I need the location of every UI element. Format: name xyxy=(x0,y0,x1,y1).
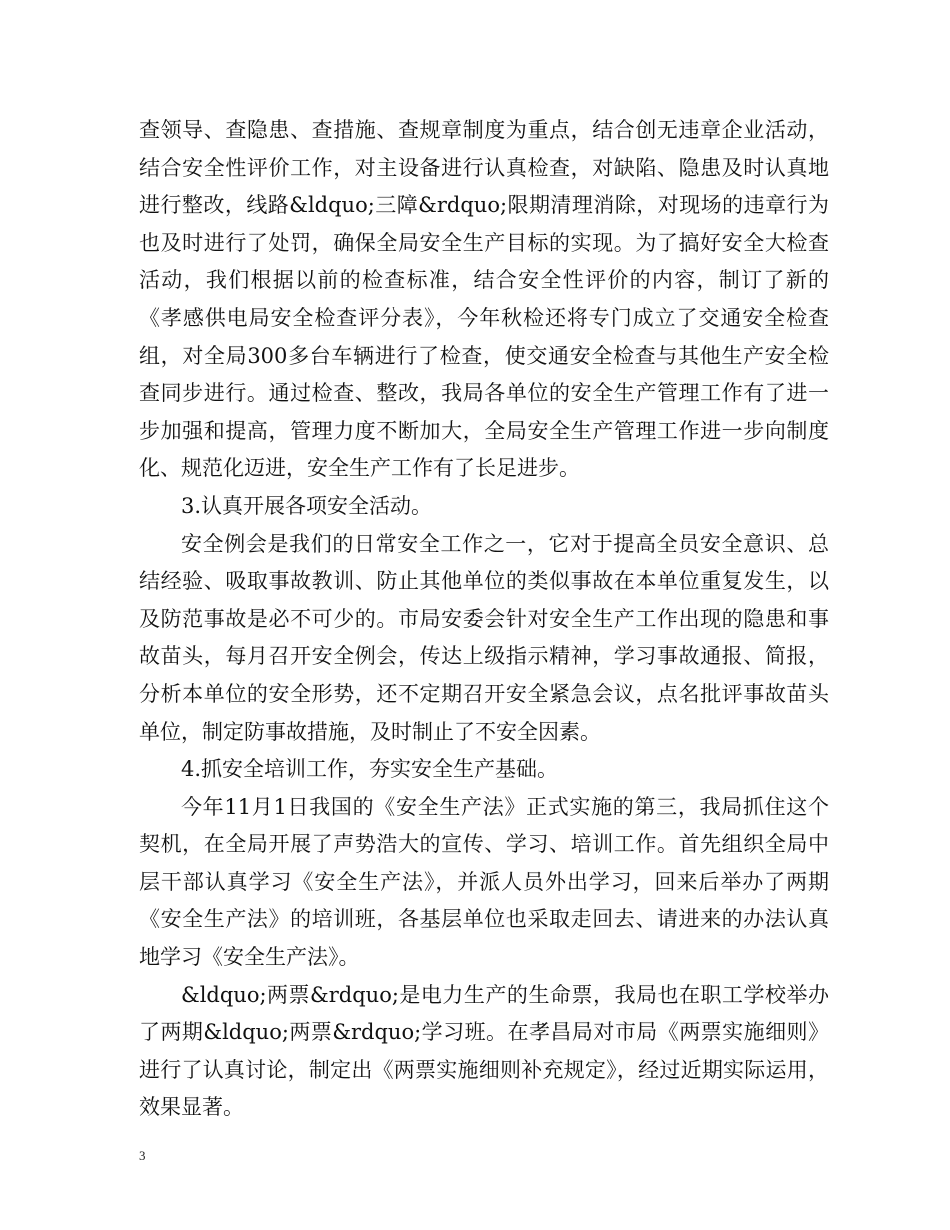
document-body xyxy=(139,112,829,1127)
page-number: 3 xyxy=(139,1148,146,1163)
paragraph-safety-meetings: 安全例会是我们的日常安全工作之一，它对于提高全员安全意识、总结经验、吸取事故教训、防止其他单位的类似事故在本单位重复发生，以及防范事故是必不可少的。市局安委会针对安全生产工作出现的隐患和事故苗头，每月召开安全例会，传达上级指示精神，学习事故通报、简报，分析本单位的安全形势，还不定期召开安全紧急会议，点名批评事故苗头单位，制定防事故措施，及时制止了不安全因素。 xyxy=(139,531,829,744)
paragraph-safety-law-training: 今年11月1日我国的《安全生产法》正式实施的第三，我局抓住这个契机，在全局开展了声势浩大的宣传、学习、培训工作。首先组织全局中层干部认真学习《安全生产法》，并派人员外出学习，回来后举办了两期《安全生产法》的培训班，各基层单位也采取走回去、请进来的办法认真地学习《安全生产法》。 xyxy=(139,794,829,970)
section-heading-3: 3.认真开展各项安全活动。 xyxy=(181,493,433,518)
section-heading-4: 4.抓安全培训工作，夯实安全生产基础。 xyxy=(181,757,559,782)
paragraph-continuation: 查领导、查隐患、查措施、查规章制度为重点，结合创无违章企业活动，结合安全性评价工作，对主设备进行认真检查，对缺陷、隐患及时认真地进行整改，线路&ldquo;三障&rdquo;限期清理消除，对现场的违章行为也及时进行了处罚，确保全局安全生产目标的实现。为了搞好安全大检查活动，我们根据以前的检查标准，结合安全性评价的内容，制订了新的《孝感供电局安全检查评分表》，今年秋检还将专门成立了交通安全检查组，对全局300多台车辆进行了检查，使交通安全检查与其他生产安全检查同步进行。通过检查、整改，我局各单位的安全生产管理工作有了进一步加强和提高，管理力度不断加大，全局安全生产管理工作进一步向制度化、规范化迈进，安全生产工作有了长足进步。 xyxy=(139,118,829,481)
paragraph-two-tickets: &ldquo;两票&rdquo;是电力生产的生命票，我局也在职工学校举办了两期&ldquo;两票&rdquo;学习班。在孝昌局对市局《两票实施细则》进行了认真讨论，制定出《两票实施细则补充规定》，经过近期实际运用，效果显著。 xyxy=(139,982,829,1120)
